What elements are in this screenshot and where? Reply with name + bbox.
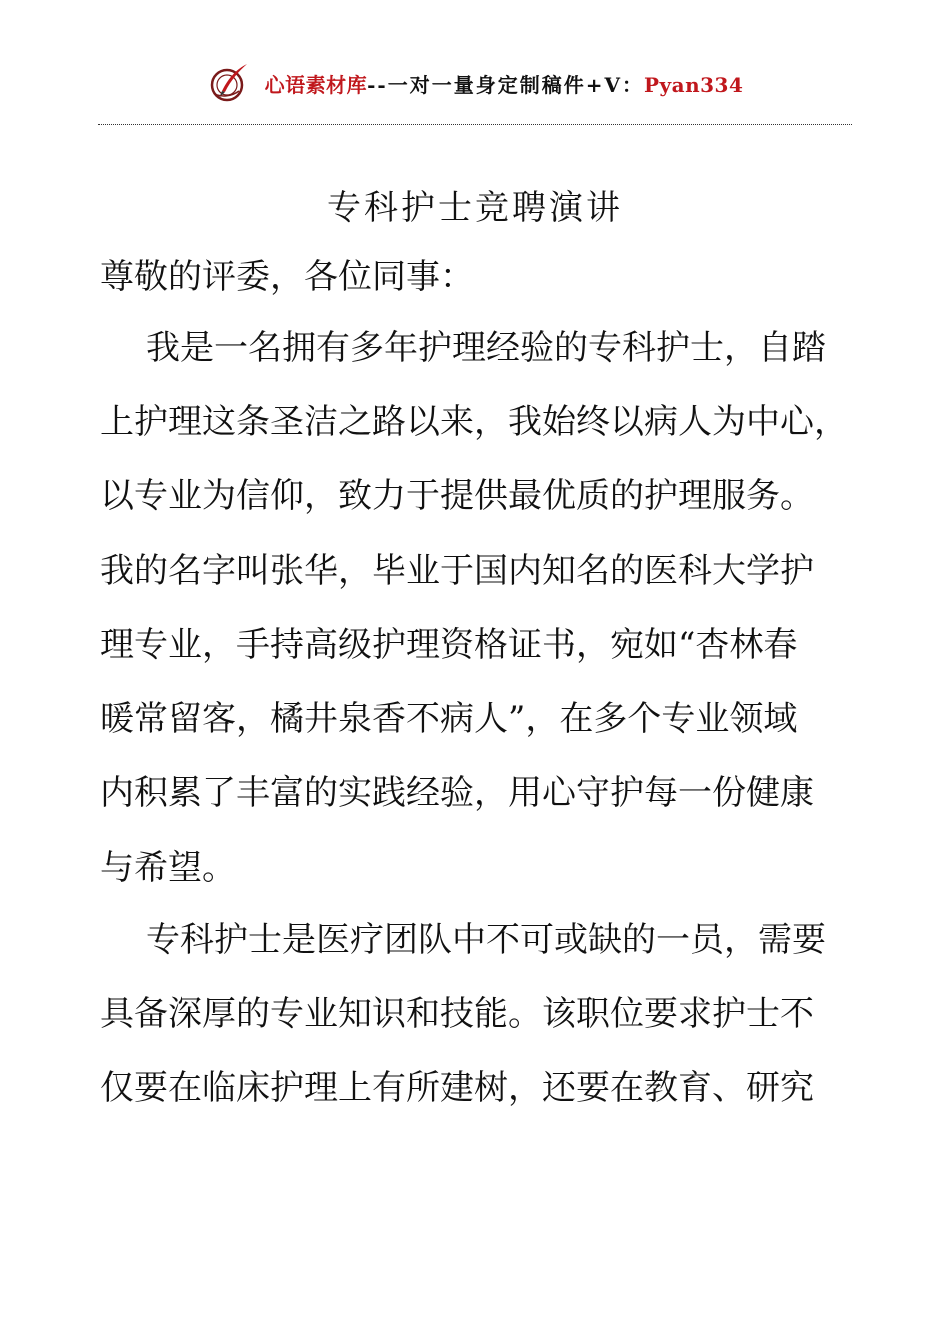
header-divider <box>98 124 852 125</box>
paragraph-line: 具备深厚的专业知识和技能。该职位要求护士不 <box>100 994 814 1034</box>
contact-id: Pyan334 <box>643 72 744 97</box>
paragraph-line: 我是一名拥有多年护理经验的专科护士，自踏 <box>146 328 826 368</box>
greeting-line: 尊敬的评委，各位同事： <box>100 257 474 297</box>
paragraph-line: 上护理这条圣洁之路以来，我始终以病人为中心， <box>100 402 848 442</box>
brand-name: 心语素材库 <box>264 72 368 97</box>
paragraph-line: 仅要在临床护理上有所建树，还要在教育、研究 <box>100 1068 814 1108</box>
paragraph-line: 我的名字叫张华，毕业于国内知名的医科大学护 <box>100 551 814 591</box>
paragraph-line: 内积累了丰富的实践经验，用心守护每一份健康 <box>100 773 814 813</box>
paragraph-line: 以专业为信仰，致力于提供最优质的护理服务。 <box>100 476 814 516</box>
contact-prefix: +V： <box>585 72 644 97</box>
paragraph-line: 理专业，手持高级护理资格证书，宛如“杏林春 <box>100 625 798 665</box>
paragraph-line: 与希望。 <box>100 848 236 888</box>
header-slogan: 一对一量身定制稿件 <box>387 72 586 97</box>
page-header <box>0 58 950 108</box>
document-title: 专科护士竞聘演讲 <box>327 188 623 228</box>
header-text <box>265 69 744 98</box>
paragraph-line: 专科护士是医疗团队中不可或缺的一员，需要 <box>146 920 826 960</box>
header-separator: -- <box>367 72 388 97</box>
quill-pen-logo-icon <box>207 61 251 105</box>
paragraph-line: 暖常留客，橘井泉香不病人”，在多个专业领域 <box>100 699 798 739</box>
